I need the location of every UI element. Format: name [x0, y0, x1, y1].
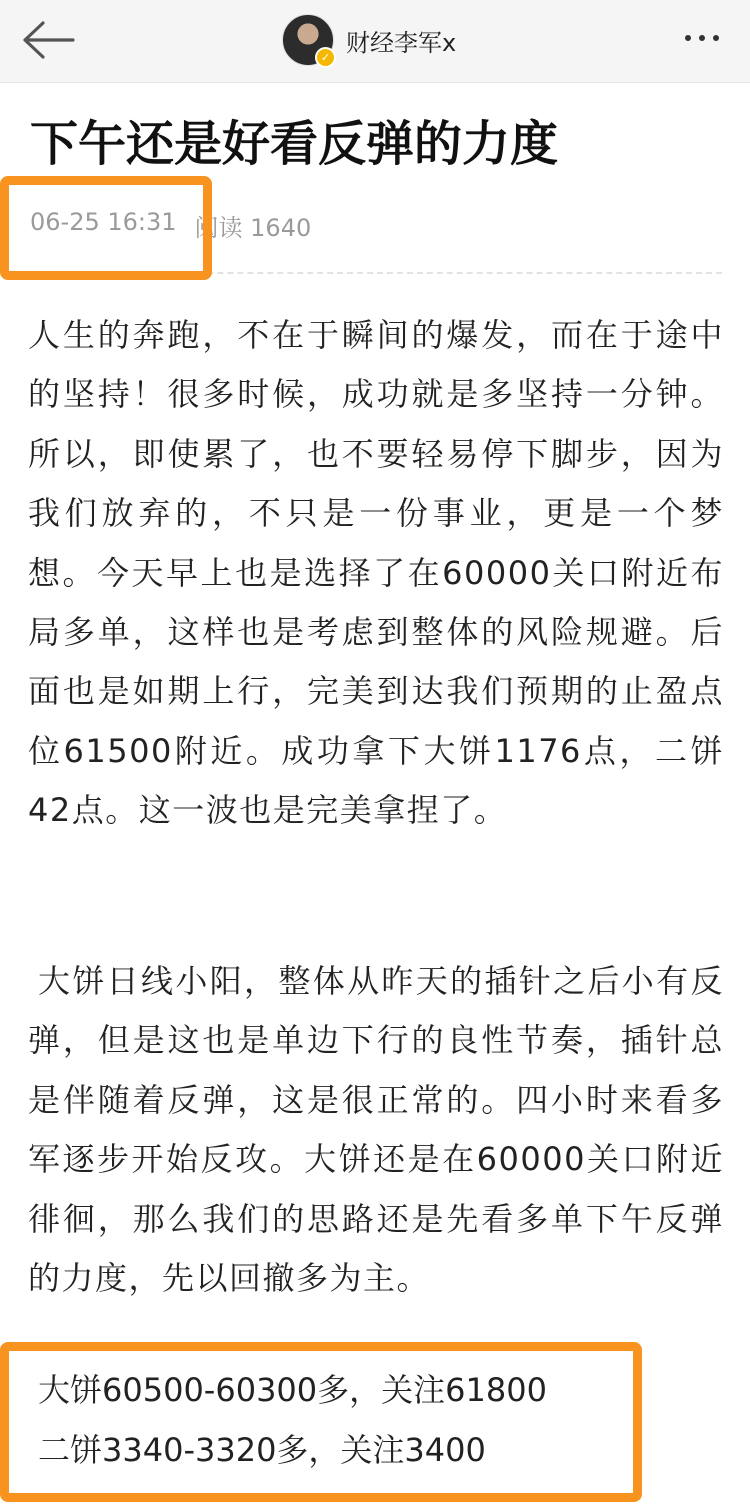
- top-navigation-bar: [0, 0, 750, 83]
- read-count: 阅读 1640: [194, 214, 312, 242]
- author-name[interactable]: 财经李军x: [346, 28, 457, 57]
- more-dot-icon: [699, 35, 705, 41]
- verified-badge-icon: ✓: [315, 47, 336, 68]
- more-options-button[interactable]: [672, 18, 732, 58]
- article-title: 下午还是好看反弹的力度: [30, 116, 559, 172]
- more-dot-icon: [713, 35, 719, 41]
- strategy-line-eth: 二饼3340-3320多，关注3400: [38, 1431, 486, 1469]
- avatar[interactable]: [282, 14, 334, 66]
- author-info[interactable]: [282, 12, 456, 68]
- arrow-left-icon: [21, 20, 75, 60]
- publish-date: 06-25 16:31: [30, 208, 177, 236]
- strategy-highlight-box: [0, 1342, 642, 1502]
- article-paragraph-2: 大饼日线小阳，整体从昨天的插针之后小有反弹，但是这也是单边下行的良性节奏，插针总是伴随着反弹，这是很正常的。四小时来看多军逐步开始反攻。大饼还是在60000关口附近徘徊，那么我们的思路还是先看多单下午反弹的力度，先以回撤多为主。: [28, 962, 724, 1298]
- article-paragraph-1: 人生的奔跑，不在于瞬间的爆发，而在于途中的坚持！很多时候，成功就是多坚持一分钟。所以，即使累了，也不要轻易停下脚步，因为我们放弃的，不只是一份事业，更是一个梦想。今天早上也是选择了在60000关口附近布局多单，这样也是考虑到整体的风险规避。后面也是如期上行，完美到达我们预期的止盈点位61500附近。成功拿下大饼1176点，二饼42点。这一波也是完美拿捏了。: [28, 316, 724, 830]
- date-highlight-box: [0, 176, 212, 280]
- more-dot-icon: [685, 35, 691, 41]
- back-button[interactable]: [18, 14, 78, 66]
- strategy-line-btc: 大饼60500-60300多，关注61800: [38, 1371, 547, 1409]
